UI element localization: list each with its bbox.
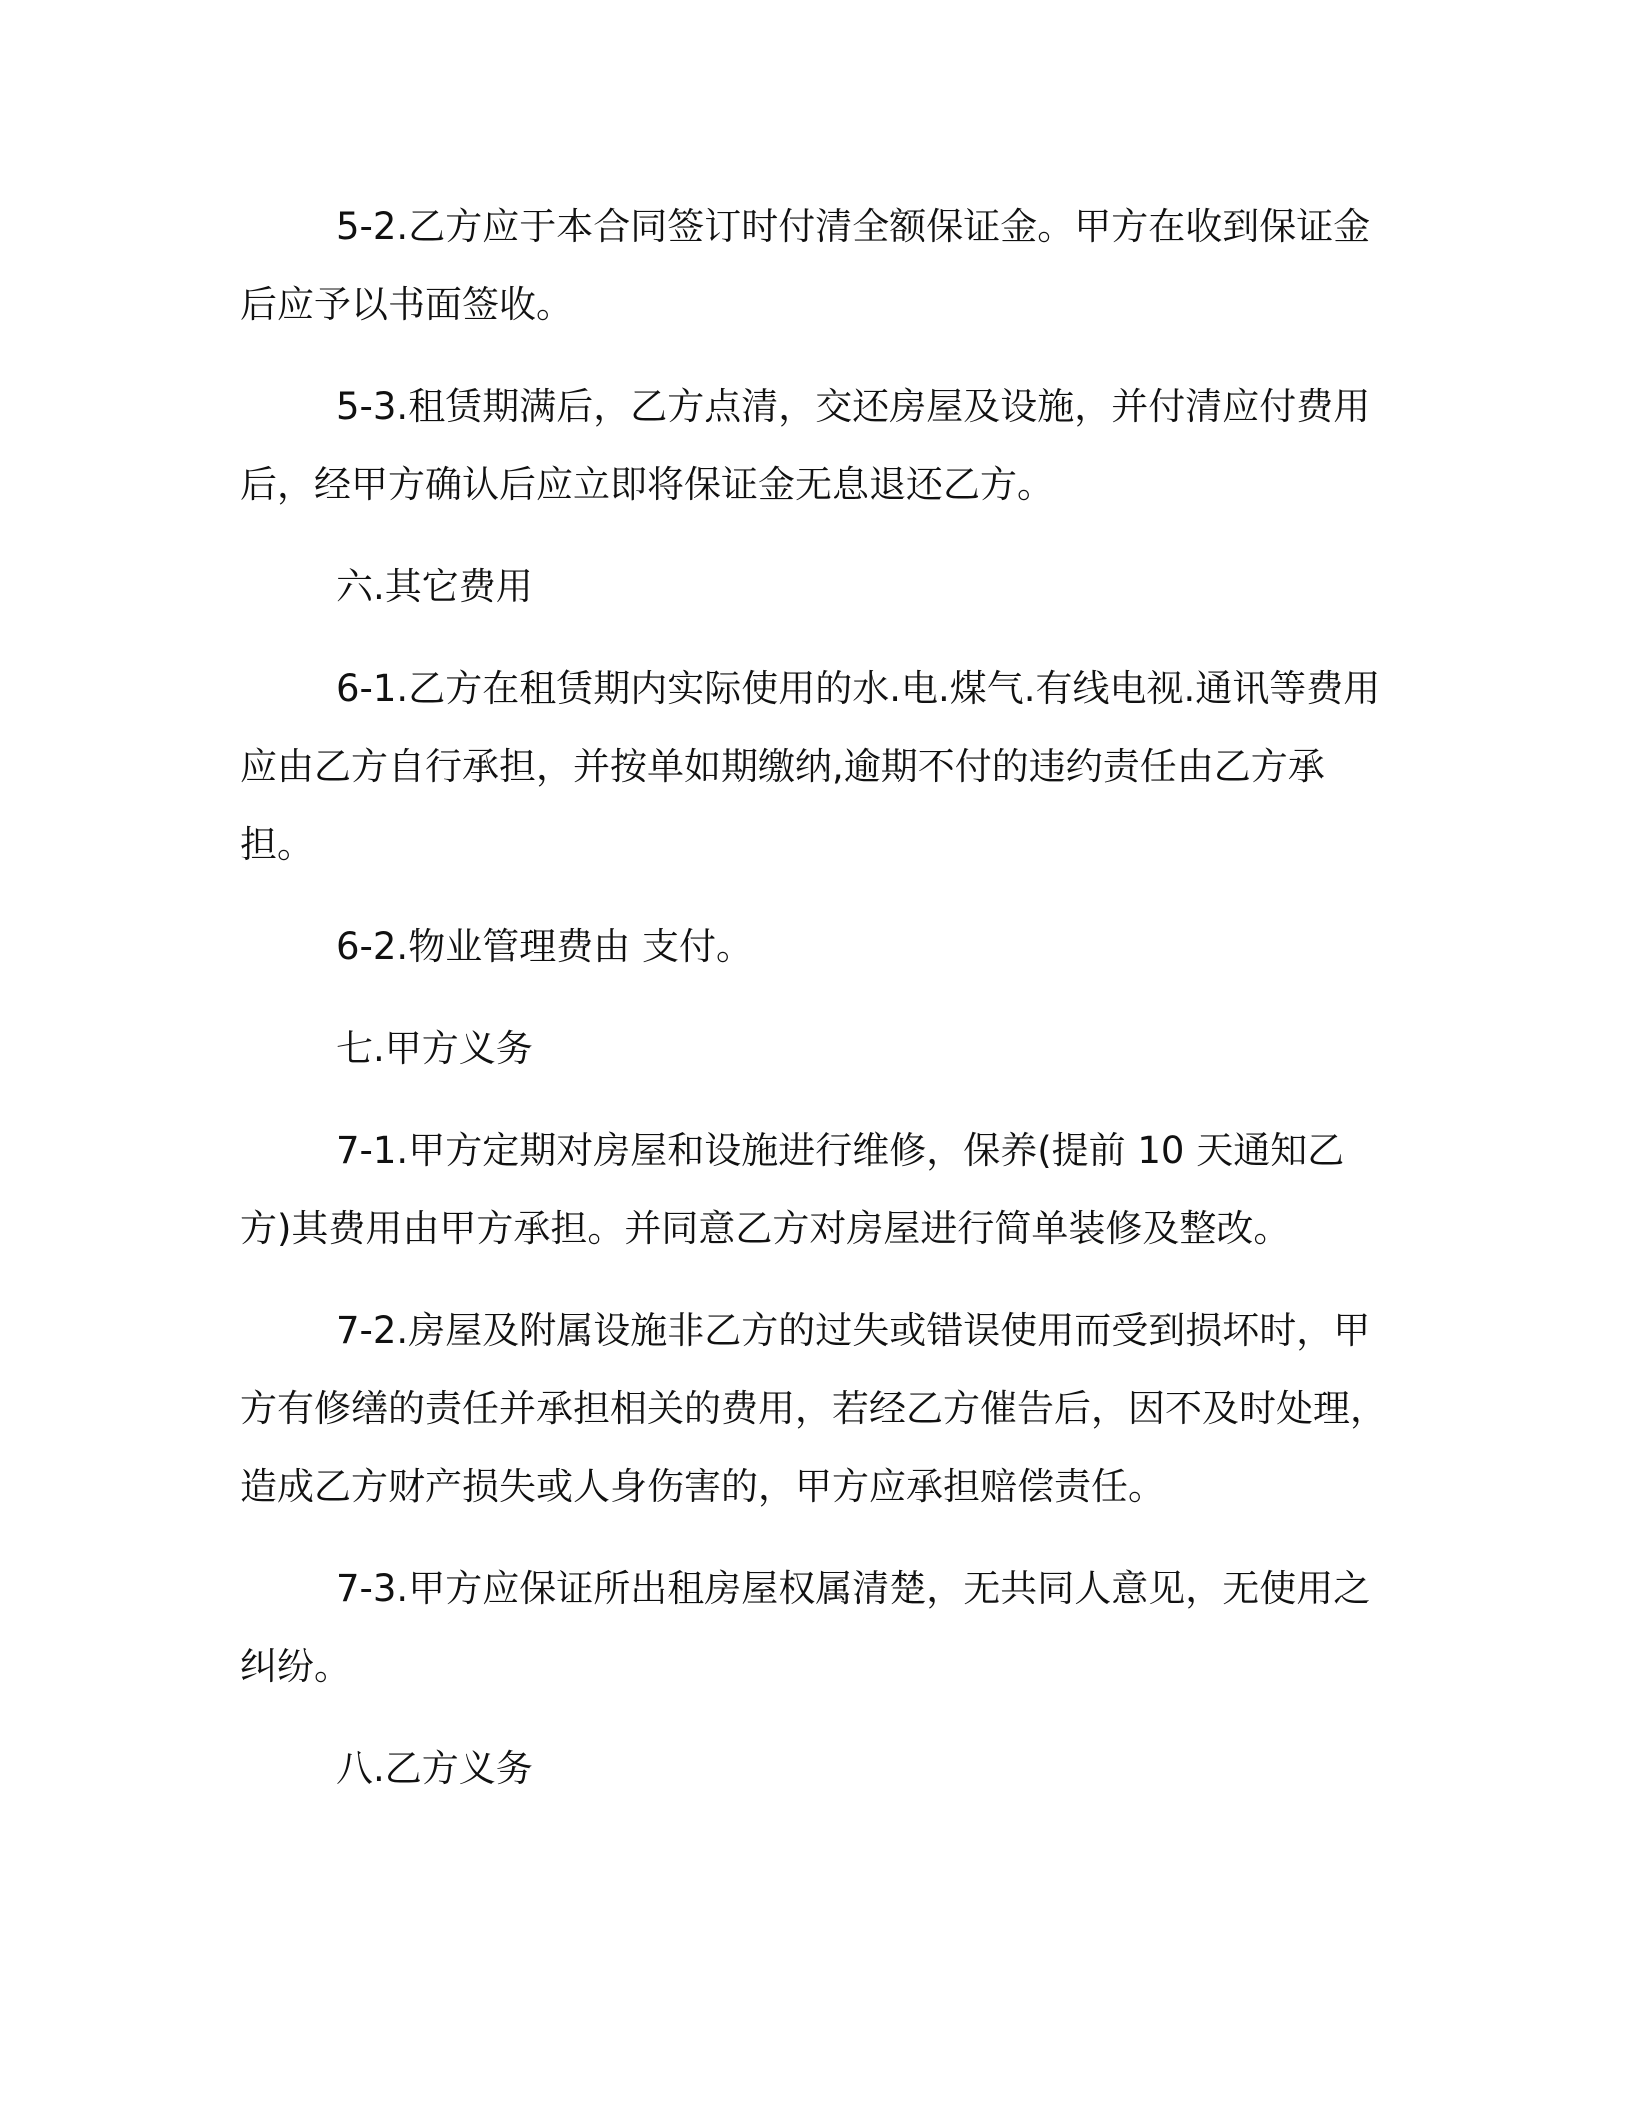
clause-7-3: 7-3.甲方应保证所出租房屋权属清楚，无共同人意见，无使用之纠纷。 <box>240 1567 1371 1688</box>
clause-5-2: 5-2.乙方应于本合同签订时付清全额保证金。甲方在收到保证金后应予以书面签收。 <box>240 205 1371 326</box>
clause-7-1: 7-1.甲方定期对房屋和设施进行维修，保养(提前 10 天通知乙方)其费用由甲方承担。并同意乙方对房屋进行简单装修及整改。 <box>240 1129 1345 1250</box>
section-heading-7: 七.甲方义务 <box>336 1027 533 1070</box>
clause-6-1: 6-1.乙方在租赁期内实际使用的水.电.煤气.有线电视.通讯等费用应由乙方自行承担，并按单如期缴纳,逾期不付的违约责任由乙方承担。 <box>240 667 1381 866</box>
clause-7-2: 7-2.房屋及附属设施非乙方的过失或错误使用而受到损坏时，甲方有修缮的责任并承担相关的费用，若经乙方催告后，因不及时处理，造成乙方财产损失或人身伤害的，甲方应承担赔偿责任。 <box>240 1309 1387 1508</box>
section-heading-6: 六.其它费用 <box>336 565 533 608</box>
clause-5-3: 5-3.租赁期满后，乙方点清，交还房屋及设施，并付清应付费用后，经甲方确认后应立即将保证金无息退还乙方。 <box>240 385 1371 506</box>
section-heading-8: 八.乙方义务 <box>336 1747 533 1790</box>
clause-6-2: 6-2.物业管理费由 支付。 <box>336 925 753 968</box>
document-page <box>240 188 1392 1832</box>
